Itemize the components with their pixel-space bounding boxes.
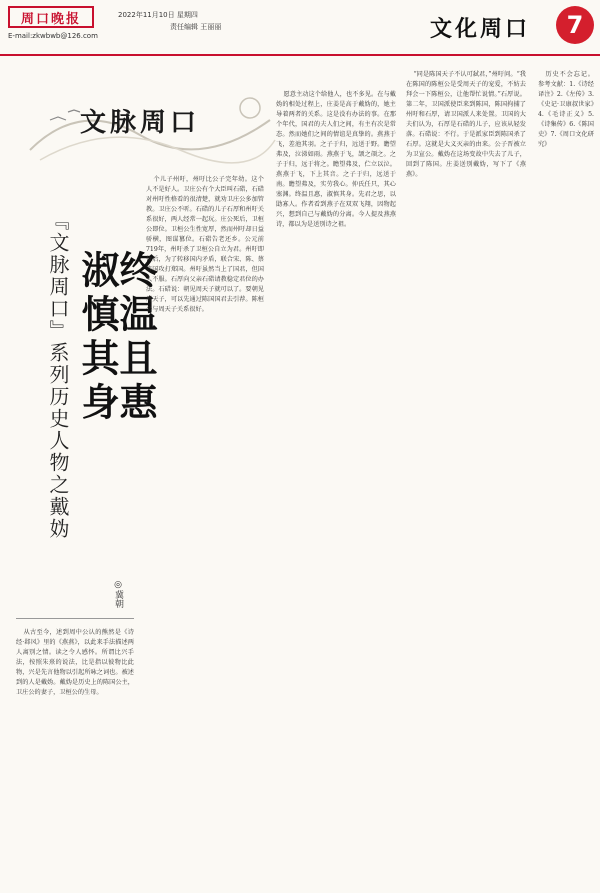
page-number-badge: 7: [556, 6, 594, 44]
header-editor: 责任编辑 王丽丽: [170, 23, 222, 31]
newspaper-logo: 周口晚报: [8, 6, 94, 28]
series-title: 『文脉周口』系列历史人物之戴妫: [46, 210, 70, 540]
article-column-3: [276, 90, 396, 878]
header-email: E-mail:zkwbwb@126.com: [8, 32, 98, 40]
headline-line-1: 终温且惠: [113, 250, 158, 426]
column-text: 历史不会忘记。参考文献：1.《诗经译注》2.《左传》3.《史记·卫康叔世家》4.《毛诗正义》5.《诗集传》6.《陈国史》7.《周口文化研究》: [538, 71, 594, 148]
column-divider: [16, 618, 134, 619]
banner-title: 文脉周口: [80, 108, 201, 138]
page-header: [0, 0, 600, 68]
article-column-2: [146, 175, 264, 878]
header-divider: [0, 54, 600, 56]
column-text: “同是陈国天子不认可弑君，”州吁问。“我在陈国的陈桓公是受周天子的宠爱，不妨去拜会一下陈桓公，让他帮忙说情。”石厚说。第二年，卫国派使臣来到陈国，陈国拘捕了州吁和石厚，请卫国派人来处置。卫国的大夫们认为，石厚是石碏的儿子，应该从轻发落。石碏说：不行。于是派家臣到陈国杀了石厚。这就是大义灭亲的由来。公子晋被立为卫宣公。戴妫在这场变故中失去了儿子，回到了陈国。庄姜送别戴妫，写下了《燕燕》。: [406, 71, 526, 178]
article-column-1: [16, 628, 134, 878]
section-banner: [20, 80, 280, 170]
article-column-5: [538, 70, 594, 878]
article-column-4: [406, 70, 526, 878]
section-title: 文化周口: [430, 16, 531, 42]
column-text: 从古至今，述到周中公认的熊然是《诗经·邶风》里的《燕燕》，以此来手法描述两人离别之情。读之令人感怀。所谓比兴手法，按照朱熹的说法，比是指以彼物比此物，兴是先言他物以引起所咏之词也。被述到的人是戴妫。戴妫是历史上的陈国公主，卫庄公的妻子，卫桓公的生母。: [16, 629, 134, 696]
headline-line-2: 淑慎其身: [75, 250, 120, 426]
column-text: 个儿子州吁，州吁比公子完年幼。这个人不是好人。卫庄公有个大臣叫石碏，石碏对州吁性格看的很清楚，就劝卫庄公多加管教。卫庄公不听。石碏的儿子石厚和州吁关系很好，两人经常一起玩。庄公死后，卫桓公即位。卫桓公生性宽厚，然而州吁却日益骄横，图谋篡位。石碏告老还乡。公元前719年，州吁杀了卫桓公自立为君。州吁即位后，为了转移国内矛盾，联合宋、陈、蔡等国攻打郑国。州吁虽然当上了国君，但国人不服。石厚向父亲石碏请教稳定君位的办法。石碏说：朝见周天子就可以了。要朝见周天子，可以先通过陈国国君去引荐。陈桓公与周天子关系很好。: [146, 176, 264, 313]
header-date: 2022年11月10日 星期四: [118, 11, 198, 19]
author-byline: ◎冀朝: [113, 580, 123, 608]
column-text: 愿意主动这个给他人，也不多见。在与戴妫的相处过程上，庄姜是高于戴妫的，她主导着两者的关系。这是没有办法的事。在那个年代，国君的夫人们之间，有主有次是常态。然而她们之间的情谊是真挚的。燕燕于飞，差池其羽。之子于归，远送于野。瞻望弗及，泣涕如雨。燕燕于飞，颉之颃之。之子于归，远于将之。瞻望弗及，伫立以泣。燕燕于飞，下上其音。之子于归，远送于南。瞻望弗及，实劳我心。仲氏任只，其心塞渊。终温且惠，淑慎其身。先君之思，以勖寡人。作者看到燕子在双双飞翔，因物起兴，想到自己与戴妫的分离。今人提及燕燕诗，都以为是送别诗之祖。: [276, 91, 396, 228]
